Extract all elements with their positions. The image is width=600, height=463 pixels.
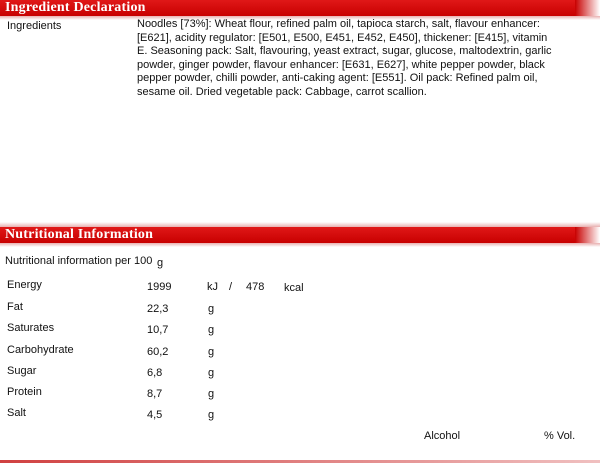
nutrient-value-fat: 22,3 [147,303,169,315]
nutrient-unit-protein: g [208,388,215,400]
alcohol-label: Alcohol [424,430,461,442]
nutrition-per-unit: g [157,257,164,269]
nutrition-section-title: Nutritional Information [5,227,154,242]
energy-label: Energy [7,279,42,291]
ingredients-section-title: Ingredient Declaration [5,0,146,15]
nutrient-label-sugar: Sugar [7,365,37,377]
ingredients-text: Noodles [73%]: Wheat flour, refined palm oil, tapioca starch, salt, flavour enhancer: [E621], acidity regulator: [E501, E500, E451, E452, E450], thickener: [E415], vitamin E. Seasoning pack: Salt, flavouring, yeast extract, sugar, glucose, maltodextrin, garlic powder, ginger powder, flavour enhancer: [E631, E627], white pepper powder, black pepper powder, chilli powder, anti-caking agent: [E551]. Oil pack: Refined palm oil, sesame oil. Dried vegetable pack: Cabbage, carrot scallion. [137,18,552,98]
energy-kcal-value: 478 [246,281,265,293]
nutrient-value-protein: 8,7 [147,388,163,400]
nutrient-label-carbohydrate: Carbohydrate [7,344,74,356]
nutrient-unit-sugar: g [208,367,215,379]
header-fade [575,0,600,16]
nutrition-header-shadow [0,243,600,247]
nutrient-value-sugar: 6,8 [147,367,163,379]
energy-kj-unit: kJ [207,281,218,293]
nutrient-unit-carbohydrate: g [208,346,215,358]
nutrient-value-saturates: 10,7 [147,324,169,336]
nutrient-unit-fat: g [208,303,215,315]
nutrition-per-label: Nutritional information per 100 [5,255,153,267]
nutrient-value-carbohydrate: 60,2 [147,346,169,358]
nutrition-section-header [0,227,575,243]
energy-kcal-unit: kcal [284,282,304,294]
nutrient-unit-saturates: g [208,324,215,336]
nutrient-label-salt: Salt [7,407,26,419]
alcohol-unit: % Vol. [544,430,576,442]
ingredients-label: Ingredients [7,20,62,32]
nutrition-header-fade [575,227,600,243]
nutrient-label-fat: Fat [7,301,23,313]
energy-kj-value: 1999 [147,281,172,293]
nutrient-unit-salt: g [208,409,215,421]
nutrient-label-protein: Protein [7,386,42,398]
nutrient-label-saturates: Saturates [7,322,55,334]
ingredients-section-header [0,0,575,16]
nutrient-value-salt: 4,5 [147,409,163,421]
energy-separator: / [229,281,233,293]
